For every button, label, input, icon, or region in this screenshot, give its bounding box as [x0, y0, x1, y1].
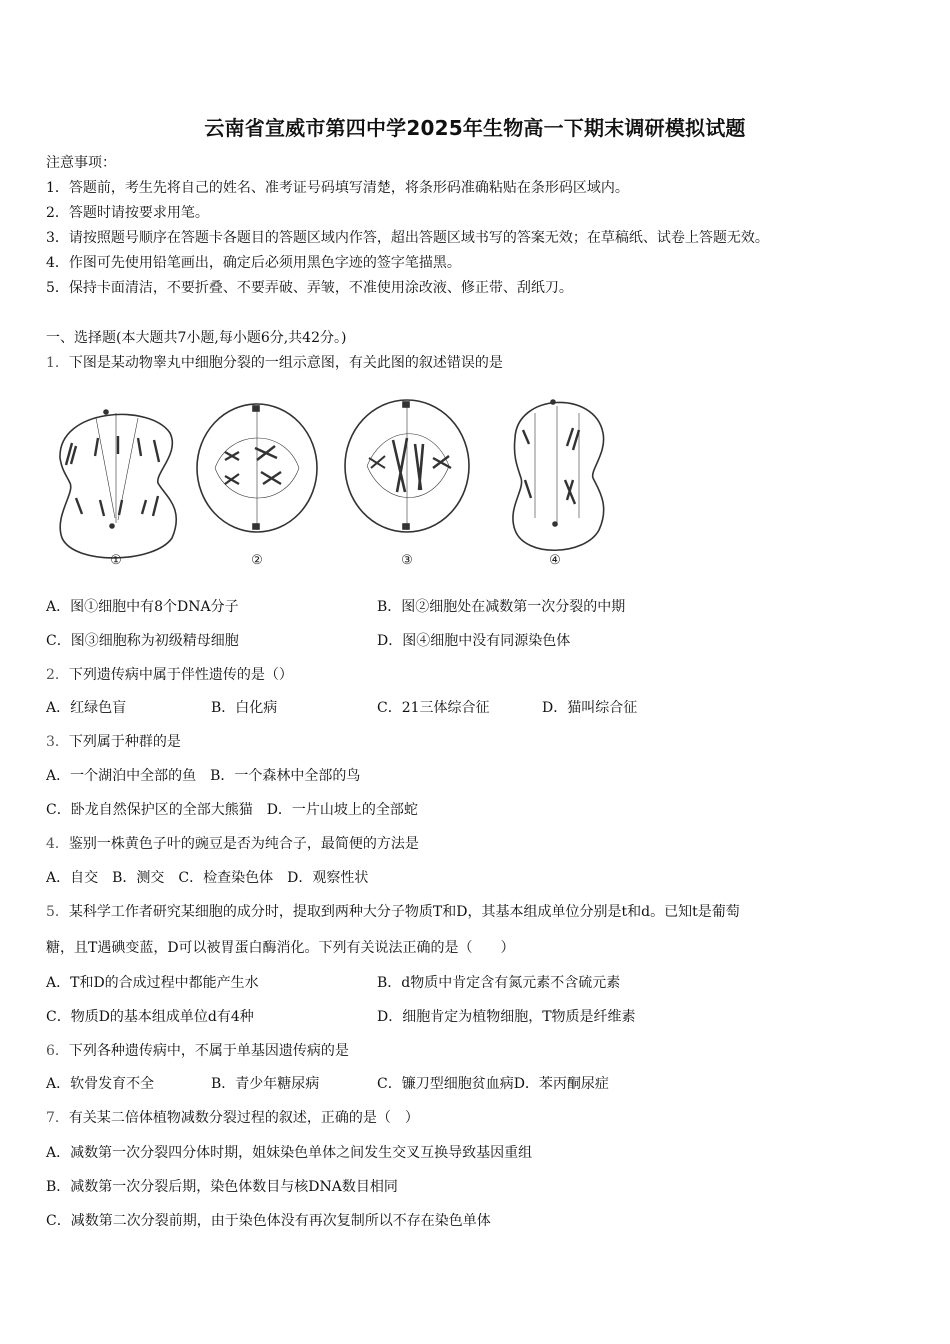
option-b: B．减数第一次分裂后期，染色体数目与核DNA数目相同 [46, 1179, 398, 1195]
question-number: 1． [46, 355, 69, 371]
options-row: A．自交 B．测交 C．检查染色体 D．观察性状 [46, 870, 369, 886]
option-b: B．图②细胞处在减数第一次分裂的中期 [377, 599, 626, 615]
question-number: 3． [46, 734, 69, 750]
option-b: B．白化病 [211, 700, 278, 716]
question-4 [46, 833, 419, 853]
question-stem: 下列属于种群的是 [68, 734, 181, 750]
figure-caption-3: ③ [401, 553, 413, 568]
question-stem: 鉴别一株黄色子叶的豌豆是否为纯合子，最简便的方法是 [68, 836, 419, 852]
question-2 [46, 664, 293, 684]
question-5 [46, 901, 740, 921]
option-b: B．d物质中肯定含有氮元素不含硫元素 [377, 975, 621, 991]
question-stem: 下列遗传病中属于伴性遗传的是（） [68, 667, 293, 683]
option-a: A．软骨发育不全 [46, 1076, 155, 1092]
option-b: B．青少年糖尿病 [211, 1076, 320, 1092]
option-c: C．物质D的基本组成单位d有4种 [46, 1009, 254, 1025]
figure-caption-4: ④ [549, 553, 561, 568]
options-row: C．卧龙自然保护区的全部大熊猫 D．一片山坡上的全部蛇 [46, 802, 418, 818]
question-stem-continued: 糖，且T遇碘变蓝，D可以被胃蛋白酶消化。下列有关说法正确的是（ ） [46, 940, 515, 956]
option-c: C．减数第二次分裂前期，由于染色体没有再次复制所以不存在染色单体 [46, 1213, 491, 1229]
option-a: A．T和D的合成过程中都能产生水 [46, 975, 259, 991]
notice-item: 2．答题时请按要求用笔。 [46, 205, 209, 221]
option-d: D．细胞肯定为植物细胞，T物质是纤维素 [377, 1009, 636, 1025]
question-number: 5． [46, 904, 69, 920]
option-a: A．图①细胞中有8个DNA分子 [46, 599, 239, 615]
notice-heading: 注意事项： [46, 155, 116, 171]
notice-item: 4．作图可先使用铅笔画出，确定后必须用黑色字迹的签字笔描黑。 [46, 255, 461, 271]
cell-2-diagram [197, 404, 317, 532]
question-number: 2． [46, 667, 69, 683]
cell-3-diagram [345, 400, 469, 532]
question-1 [46, 352, 503, 372]
page-title: 云南省宣威市第四中学2025年生物高一下期末调研模拟试题 [204, 116, 746, 140]
question-stem: 有关某二倍体植物减数分裂过程的叙述，正确的是（ ） [68, 1110, 419, 1126]
question-7 [46, 1107, 419, 1127]
notice-item: 3．请按照题号顺序在答题卡各题目的答题区域内作答，超出答题区域书写的答案无效；在草稿纸、试卷上答题无效。 [46, 230, 769, 246]
option-d: D．猫叫综合征 [542, 700, 638, 716]
option-a: A．红绿色盲 [46, 700, 127, 716]
option-cd: C．镰刀型细胞贫血病D．苯丙酮尿症 [377, 1076, 609, 1092]
options-row: A．一个湖泊中全部的鱼 B．一个森林中全部的鸟 [46, 768, 361, 784]
question-number: 6． [46, 1043, 69, 1059]
question-6 [46, 1040, 349, 1060]
option-a: A．减数第一次分裂四分体时期，姐妹染色单体之间发生交叉互换导致基因重组 [46, 1145, 533, 1161]
question-3 [46, 731, 181, 751]
figure-caption-2: ② [251, 553, 263, 568]
notice-item: 1．答题前，考生先将自己的姓名、准考证号码填写清楚，将条形码准确粘贴在条形码区域内。 [46, 180, 629, 196]
cell-division-figure [40, 388, 620, 578]
question-number: 7． [46, 1110, 69, 1126]
cell-1-diagram [60, 410, 176, 558]
question-stem: 下列各种遗传病中，不属于单基因遗传病的是 [68, 1043, 349, 1059]
notice-item: 5．保持卡面清洁，不要折叠、不要弄破、弄皱，不准使用涂改液、修正带、刮纸刀。 [46, 280, 573, 296]
figure-caption-1: ① [110, 553, 122, 568]
cell-4-diagram [513, 400, 604, 550]
option-d: D．图④细胞中没有同源染色体 [377, 633, 571, 649]
question-stem: 某科学工作者研究某细胞的成分时，提取到两种大分子物质T和D，其基本组成单位分别是t和d。已知t是葡萄 [68, 904, 740, 920]
section-heading: 一、选择题(本大题共7小题,每小题6分,共42分。) [46, 330, 347, 346]
option-c: C．图③细胞称为初级精母细胞 [46, 633, 239, 649]
question-stem: 下图是某动物睾丸中细胞分裂的一组示意图，有关此图的叙述错误的是 [68, 355, 503, 371]
question-number: 4． [46, 836, 69, 852]
option-c: C．21三体综合征 [377, 700, 490, 716]
